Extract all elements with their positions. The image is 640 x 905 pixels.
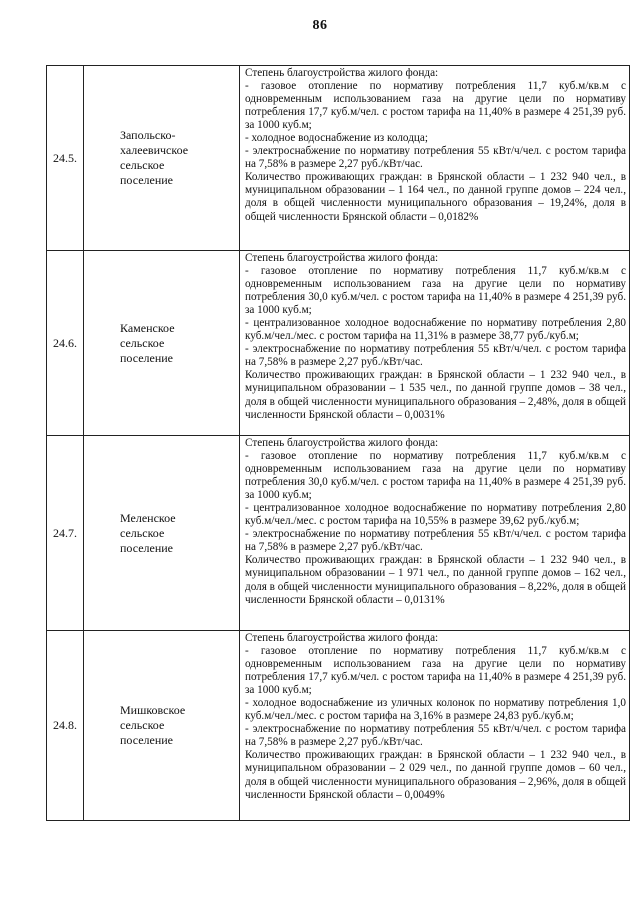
description-heading: Степень благоустройства жилого фонда:	[245, 632, 439, 644]
settlement-name-line: сельское	[120, 158, 165, 172]
settlement-name	[84, 66, 240, 251]
settlement-description	[240, 631, 630, 821]
settlement-description	[240, 251, 630, 436]
water-supply-line: - централизованное холодное водоснабжение по нормативу потребления 2,80 куб.м/чел./мес. с ростом тарифа на 11,31% в размере 38,77 руб./куб.м;	[245, 317, 626, 343]
electricity-line: - электроснабжение по нормативу потребления 55 кВт/ч/чел. с ростом тарифа на 7,58% в размере 2,27 руб./кВт/час.	[245, 528, 626, 554]
settlement-name-line: Каменское	[120, 320, 175, 335]
settlement-name	[84, 251, 240, 436]
gas-heating-line: - газовое отопление по нормативу потребления 11,7 куб.м/кв.м с одновременным использованием газа на другие цели по нормативу потребления 30,0 куб.м/чел. с ростом тарифа на 11,40% в размере 4 251,39 руб. за 1000 куб.м;	[245, 450, 626, 502]
settlement-name-line: Мишковское	[120, 703, 186, 717]
settlement-name	[84, 436, 240, 631]
population-line: Количество проживающих граждан: в Брянской области – 1 232 940 чел., в муниципальном образовании – 1 535 чел., по данной группе домов – 38 чел., доля в общей численности муниципального образования – 2,48%, доля в общей численности Брянской области – 0,0031%	[245, 369, 626, 421]
population-line: Количество проживающих граждан: в Брянской области – 1 232 940 чел., в муниципальном образовании – 1 971 чел., по данной группе домов – 162 чел., доля в общей численности муниципального образования – 8,22%, доля в общей численности Брянской области – 0,0131%	[245, 554, 626, 606]
table-row	[47, 436, 630, 631]
description-heading: Степень благоустройства жилого фонда:	[245, 67, 439, 79]
settlement-name-line: сельское	[120, 525, 165, 540]
gas-heating-line: - газовое отопление по нормативу потребления 11,7 куб.м/кв.м с одновременным использованием газа на другие цели по нормативу потребления 17,7 куб.м/чел. с ростом тарифа на 11,40% в размере 4 251,39 руб. за 1000 куб.м;	[245, 645, 626, 697]
row-number: 24.8.	[47, 631, 84, 821]
gas-heating-line: - газовое отопление по нормативу потребления 11,7 куб.м/кв.м с одновременным использованием газа на другие цели по нормативу потребления 17,7 куб.м/чел. с ростом тарифа на 11,40% в размере 4 251,39 руб. за 1000 куб.м;	[245, 80, 626, 132]
gas-heating-line: - газовое отопление по нормативу потребления 11,7 куб.м/кв.м с одновременным использованием газа на другие цели по нормативу потребления 30,0 куб.м/чел. с ростом тарифа на 11,40% в размере 4 251,39 руб. за 1000 куб.м;	[245, 265, 626, 317]
water-supply-line: - холодное водоснабжение из колодца;	[245, 132, 428, 145]
settlement-name-line: поселение	[120, 733, 174, 747]
settlement-name-line: поселение	[120, 540, 174, 555]
settlement-name-line: сельское	[120, 718, 165, 732]
settlement-name-line: поселение	[120, 173, 174, 187]
settlement-description	[240, 436, 630, 631]
settlement-name-line: Запольско-	[120, 128, 176, 142]
settlements-table	[46, 65, 630, 821]
table-row	[47, 251, 630, 436]
table-row	[47, 631, 630, 821]
settlement-description	[240, 66, 630, 251]
row-number: 24.6.	[47, 251, 84, 436]
page-number: 86	[312, 18, 328, 33]
water-supply-line: - холодное водоснабжение из уличных колонок по нормативу потребления 1,0 куб.м/чел./мес. с ростом тарифа на 3,16% в размере 24,83 руб./куб.м;	[245, 697, 626, 723]
description-heading: Степень благоустройства жилого фонда:	[245, 437, 439, 449]
electricity-line: - электроснабжение по нормативу потребления 55 кВт/ч/чел. с ростом тарифа на 7,58% в размере 2,27 руб./кВт/час.	[245, 343, 626, 369]
settlement-name-line: Меленское	[120, 510, 176, 525]
row-number: 24.7.	[47, 436, 84, 631]
settlement-name-line: поселение	[120, 350, 174, 365]
settlement-name	[84, 631, 240, 821]
population-line: Количество проживающих граждан: в Брянской области – 1 232 940 чел., в муниципальном образовании – 2 029 чел., по данной группе домов – 60 чел., доля в общей численности муниципального образования – 2,96%, доля в общей численности Брянской области – 0,0049%	[245, 749, 626, 801]
electricity-line: - электроснабжение по нормативу потребления 55 кВт/ч/чел. с ростом тарифа на 7,58% в размере 2,27 руб./кВт/час.	[245, 723, 626, 749]
settlement-name-line: сельское	[120, 335, 165, 350]
table-row	[47, 66, 630, 251]
electricity-line: - электроснабжение по нормативу потребления 55 кВт/ч/чел. с ростом тарифа на 7,58% в размере 2,27 руб./кВт/час.	[245, 145, 626, 171]
water-supply-line: - централизованное холодное водоснабжение по нормативу потребления 2,80 куб.м/чел./мес. с ростом тарифа на 10,55% в размере 39,62 руб./куб.м;	[245, 502, 626, 528]
description-heading: Степень благоустройства жилого фонда:	[245, 252, 439, 264]
settlement-name-line: халеевичское	[120, 143, 189, 157]
row-number: 24.5.	[47, 66, 84, 251]
population-line: Количество проживающих граждан: в Брянской области – 1 232 940 чел., в муниципальном образовании – 1 164 чел., по данной группе домов – 224 чел., доля в общей численности муниципального образования – 19,24%, доля в общей численности Брянской области – 0,0182%	[245, 171, 626, 223]
